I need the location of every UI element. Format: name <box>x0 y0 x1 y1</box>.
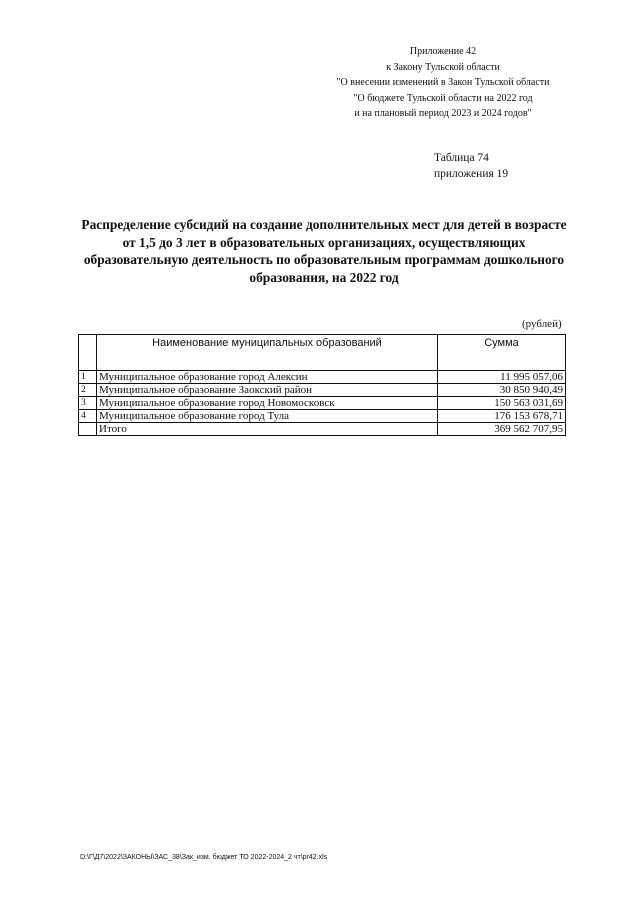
row-sum: 11 995 057,06 <box>438 371 566 384</box>
table-header-row <box>79 335 566 371</box>
header-sum: Сумма <box>438 335 566 371</box>
table-appendix-ref: приложения 19 <box>434 168 509 180</box>
row-name: Муниципальное образование город Тула <box>97 410 438 423</box>
row-num <box>79 423 97 436</box>
appendix-line: к Закону Тульской области <box>386 61 500 73</box>
document-title <box>74 216 574 286</box>
file-path-footer: D:\Г\Д7\2022\ЗАКОНЫ\ЗАС_38\Зак_изм. бюджет ТО 2022-2024_2 чт\pr42.xls <box>80 854 328 861</box>
appendix-line: и на плановый период 2023 и 2024 годов" <box>354 108 532 119</box>
table-total-row <box>79 423 566 436</box>
row-sum: 30 850 940,49 <box>438 384 566 397</box>
row-name: Муниципальное образование город Алексин <box>97 371 438 384</box>
row-num: 1 <box>79 371 97 384</box>
row-sum: 150 563 031,69 <box>438 397 566 410</box>
appendix-line: "О внесении изменений в Закон Тульской области <box>336 77 550 88</box>
appendix-header <box>320 44 566 122</box>
appendix-line: Приложение 42 <box>409 46 477 57</box>
title-line: образования, на 2022 год <box>249 269 399 285</box>
table-reference <box>434 150 508 182</box>
subsidy-table <box>78 334 566 436</box>
table-row <box>79 384 566 397</box>
row-sum: 369 562 707,95 <box>438 423 566 436</box>
row-name: Муниципальное образование город Новомосковск <box>97 397 438 410</box>
title-line: от 1,5 до 3 лет в образовательных организациях, осуществляющих <box>122 234 526 250</box>
table-row <box>79 371 566 384</box>
row-num: 4 <box>79 410 97 423</box>
row-name: Муниципальное образование Заокский район <box>97 384 438 397</box>
table-row <box>79 410 566 423</box>
table-row <box>79 397 566 410</box>
units-label: (рублей) <box>522 318 562 330</box>
title-line: Распределение субсидий на создание дополнительных мест для детей в возрасте <box>81 217 567 232</box>
row-name: Итого <box>97 423 438 436</box>
table-number: Таблица 74 <box>434 152 489 164</box>
header-name: Наименование муниципальных образований <box>97 335 438 371</box>
row-sum: 176 153 678,71 <box>438 410 566 423</box>
title-line: образовательную деятельность по образовательным программам дошкольного <box>83 252 565 267</box>
row-num: 3 <box>79 397 97 410</box>
appendix-line: "О бюджете Тульской области на 2022 год <box>353 92 533 104</box>
header-num <box>79 335 97 371</box>
row-num: 2 <box>79 384 97 397</box>
